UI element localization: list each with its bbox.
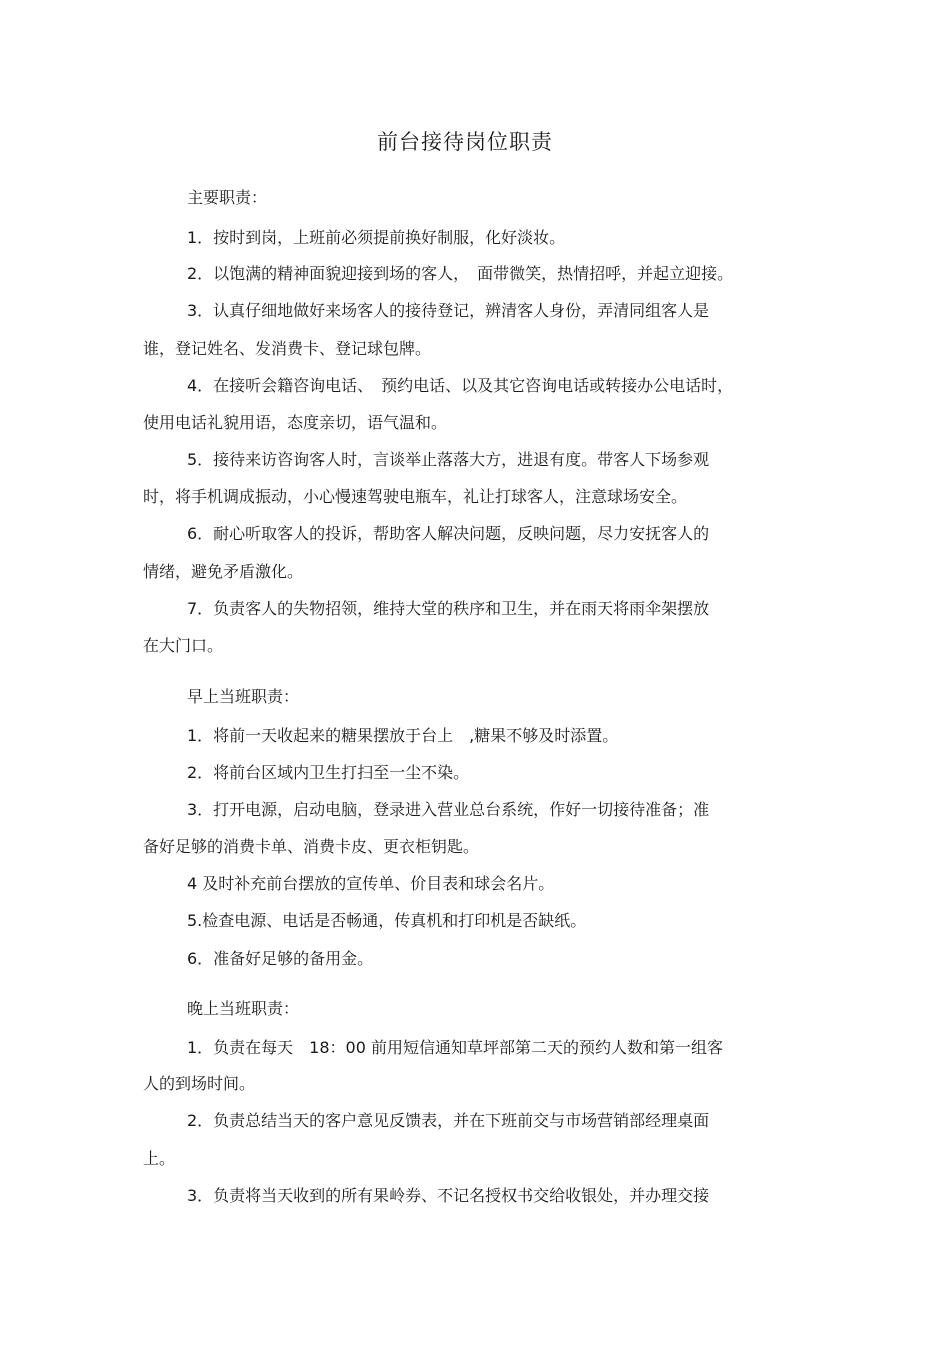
- paragraph-line: 3．打开电源，启动电脑，登录进入营业总台系统，作好一切接待准备；准: [187, 800, 710, 819]
- paragraph-line: 3．负责将当天收到的所有果岭券、不记名授权书交给收银处，并办理交接: [187, 1186, 710, 1205]
- paragraph-line: 2．将前台区域内卫生打扫至一尘不染。: [187, 763, 470, 782]
- paragraph-line: 3．认真仔细地做好来场客人的接待登记，辨清客人身份，弄清同组客人是: [187, 301, 710, 320]
- section-heading: 晚上当班职责：: [187, 999, 300, 1018]
- section-heading: 主要职责：: [187, 188, 268, 207]
- paragraph-line: 时，将手机调成振动，小心慢速驾驶电瓶车，礼让打球客人，注意球场安全。: [143, 487, 688, 506]
- paragraph-line: 5.检查电源、电话是否畅通，传真机和打印机是否缺纸。: [187, 911, 587, 930]
- paragraph-line: 人的到场时间。: [143, 1074, 256, 1093]
- paragraph-line: 1．将前一天收起来的糖果摆放于台上 ,糖果不够及时添置。: [187, 726, 619, 745]
- paragraph-line: 情绪，避免矛盾激化。: [143, 562, 304, 581]
- paragraph-line: 在大门口。: [143, 636, 224, 655]
- document-title: 前台接待岗位职责: [377, 130, 553, 154]
- section-heading: 早上当班职责：: [187, 687, 300, 706]
- paragraph-line: 谁，登记姓名、发消费卡、登记球包牌。: [143, 339, 432, 358]
- paragraph-line: 使用电话礼貌用语，态度亲切，语气温和。: [143, 413, 448, 432]
- paragraph-line: 1．负责在每天 18：00 前用短信通知草坪部第二天的预约人数和第一组客: [187, 1038, 723, 1057]
- paragraph-line: 5．接待来访咨询客人时，言谈举止落落大方，进退有度。带客人下场参观: [187, 450, 710, 469]
- paragraph-line: 6．耐心听取客人的投诉，帮助客人解决问题，反映问题，尽力安抚客人的: [187, 524, 710, 543]
- paragraph-line: 上。: [143, 1149, 176, 1168]
- paragraph-line: 4 及时补充前台摆放的宣传单、价目表和球会名片。: [187, 874, 555, 893]
- paragraph-line: 1．按时到岗，上班前必须提前换好制服，化好淡妆。: [187, 228, 566, 247]
- paragraph-line: 6．准备好足够的备用金。: [187, 949, 374, 968]
- paragraph-line: 7．负责客人的失物招领，维持大堂的秩序和卫生，并在雨天将雨伞架摆放: [187, 599, 710, 618]
- paragraph-line: 备好足够的消费卡单、消费卡皮、更衣柜钥匙。: [143, 837, 480, 856]
- paragraph-line: 4．在接听会籍咨询电话、 预约电话、以及其它咨询电话或转接办公电话时，: [187, 376, 734, 395]
- paragraph-line: 2．以饱满的精神面貌迎接到场的客人， 面带微笑，热情招呼，并起立迎接。: [187, 264, 734, 283]
- paragraph-line: 2．负责总结当天的客户意见反馈表，并在下班前交与市场营销部经理桌面: [187, 1111, 710, 1130]
